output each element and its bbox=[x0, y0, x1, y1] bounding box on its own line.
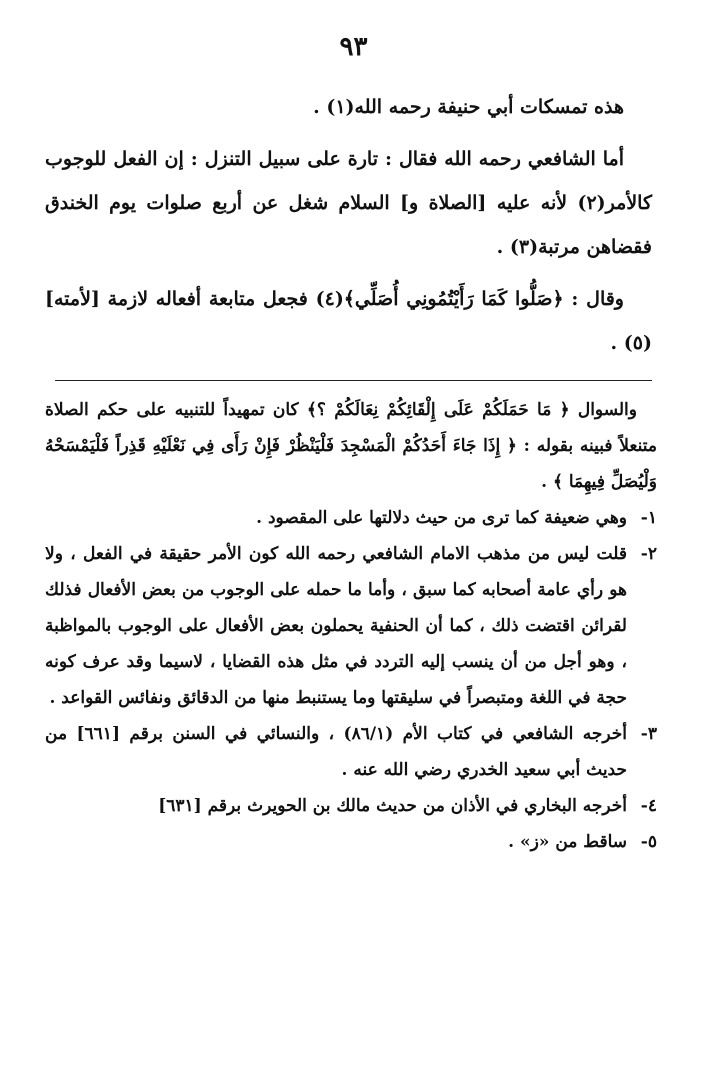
footnote-number: ٣- bbox=[640, 724, 657, 744]
main-paragraph: هذه تمسكات أبي حنيفة رحمه الله(١) . bbox=[313, 96, 624, 118]
main-paragraph: وقال : ﴿صَلُّوا كَمَا رَأَيْتُمُونِي أُصَلِّي﴾(٤) فجعل متابعة أفعاله لازمة [لأمته](٥) . bbox=[45, 288, 652, 354]
footnotes-section bbox=[45, 392, 657, 860]
footnote-divider bbox=[55, 380, 652, 381]
footnote-number: ٤- bbox=[640, 796, 657, 816]
page-number: ٩٣ bbox=[339, 32, 368, 62]
main-text bbox=[45, 85, 652, 373]
main-paragraph: أما الشافعي رحمه الله فقال : تارة على سبيل التنزل : إن الفعل للوجوب كالأمر(٢) لأنه عليه [الصلاة و] السلام شغل عن أربع صلوات يوم الخندق فقضاهن مرتبة(٣) . bbox=[45, 148, 652, 258]
footnote-item bbox=[45, 824, 657, 860]
footnote-item bbox=[45, 500, 657, 536]
footnote-number: ٥- bbox=[640, 832, 657, 852]
footnote-text: أخرجه الشافعي في كتاب الأم (٨٦/١) ، والنسائي في السنن برقم [٦٦١] من حديث أبي سعيد الخدري رضي الله عنه . bbox=[45, 724, 628, 780]
footnote-number: ١- bbox=[640, 508, 657, 528]
footnote-text: أخرجه البخاري في الأذان من حديث مالك بن الحويرث برقم [٦٣١] bbox=[158, 796, 627, 816]
footnote-text: وهي ضعيفة كما ترى من حيث دلالتها على المقصود . bbox=[256, 508, 627, 528]
footnote-text: قلت ليس من مذهب الامام الشافعي رحمه الله كون الأمر حقيقة في الفعل ، ولا هو رأي عامة أصحابه كما سبق ، وأما ما حمله على الوجوب من بعض الأفعال فذلك لقرائن اقتضت ذلك ، كما أن الحنفية يحملون بعض الأفعال على الوجوب بالمواظبة ، وهو أجل من أن ينسب إليه التردد في مثل هذه القضايا ، لاسيما وقد عرف كونه حجة في اللغة ومتبصراً في سليقتها وما يستنبط منها من الدقائق ونفائس القواعد . bbox=[45, 544, 627, 708]
footnote-number: ٢- bbox=[640, 544, 657, 564]
footnote-continuation: والسوال ﴿ مَا حَمَلَكُمْ عَلَى إِلْقَائِكُمْ نِعَالَكُمْ ؟﴾ كان تمهيداً للتنبيه على حكم الصلاة متنعلاً فبينه بقوله : ﴿ إِذَا جَاءَ أَحَدُكُمْ الْمَسْجِدَ فَلْيَنْظُرْ فَإِنْ رَأَى فِي نَعْلَيْهِ قَذِراً فَلْيَمْسَحْهُ وَلْيُصَلِّ فِيهِمَا ﴾ . bbox=[45, 400, 657, 492]
footnote-item bbox=[45, 536, 657, 716]
footnote-text: ساقط من «ز» . bbox=[508, 832, 627, 852]
footnote-item bbox=[45, 716, 657, 788]
footnote-item bbox=[45, 788, 657, 824]
